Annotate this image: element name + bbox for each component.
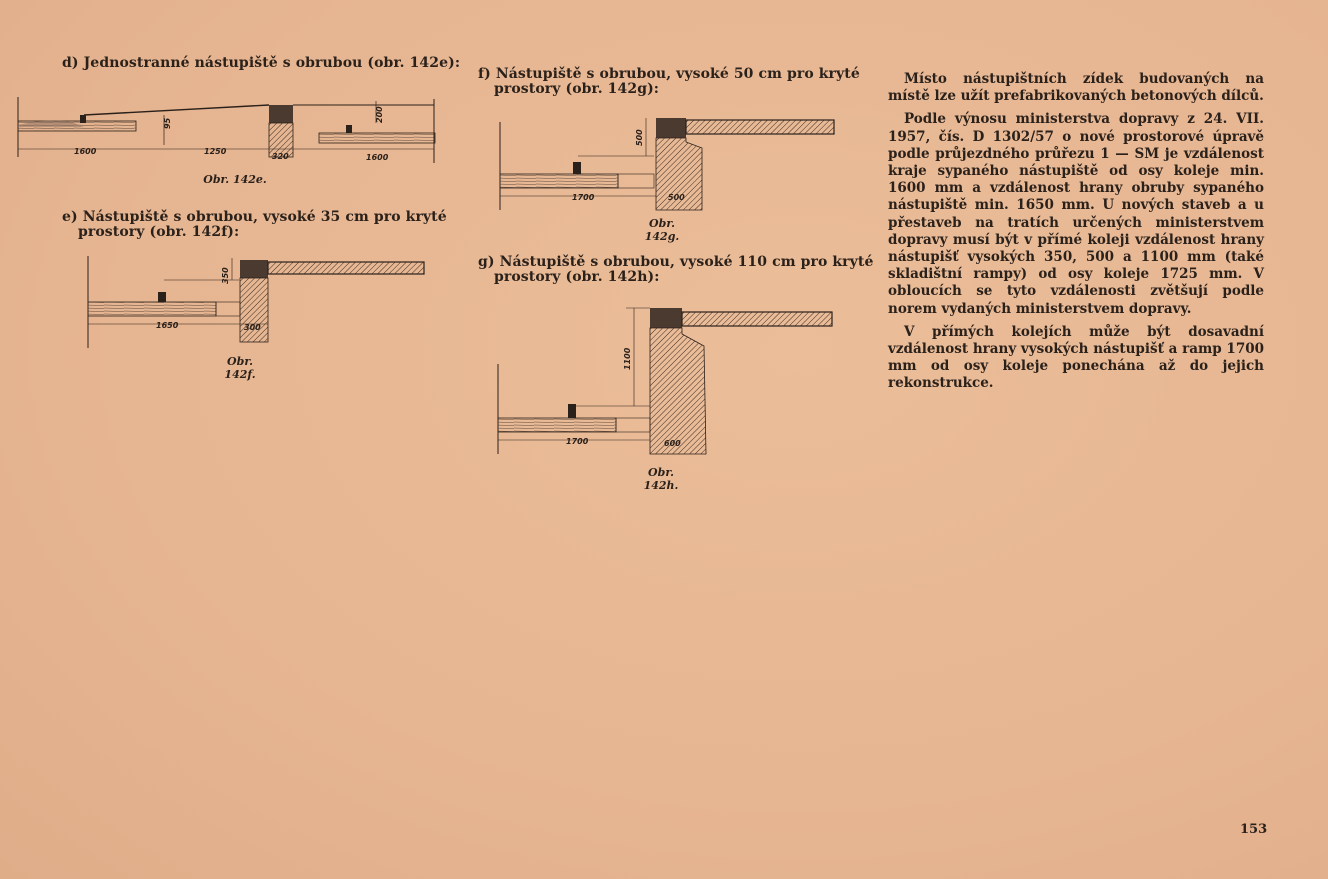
- heading-f: [478, 67, 860, 97]
- heading-f-line2: prostory (obr. 142g):: [494, 81, 660, 97]
- svg-text:300: 300: [244, 323, 261, 332]
- figure-142e: [14, 97, 444, 167]
- heading-e-line1: e) Nástupiště s obrubou, vysoké 35 cm pro kryté: [62, 209, 447, 225]
- heading-e-line2: prostory (obr. 142f):: [78, 224, 240, 240]
- heading-f-line1: f) Nástupiště s obrubou, vysoké 50 cm pro kryté: [478, 66, 860, 82]
- svg-text:1250: 1250: [204, 147, 227, 156]
- heading-e: [62, 210, 447, 240]
- svg-text:320: 320: [272, 152, 289, 161]
- svg-text:1600: 1600: [366, 153, 389, 162]
- caption-142e: Obr. 142e.: [203, 173, 267, 186]
- svg-text:1700: 1700: [566, 437, 589, 446]
- body-text-column: [888, 71, 1264, 399]
- svg-text:600: 600: [664, 439, 681, 448]
- svg-text:1600: 1600: [74, 147, 97, 156]
- figure-142h: [494, 304, 839, 459]
- heading-d: d) Jednostranné nástupiště s obrubou (obr. 142e):: [62, 55, 461, 71]
- svg-text:95: 95: [163, 117, 172, 129]
- svg-text:200: 200: [375, 106, 384, 123]
- heading-g: [478, 255, 873, 285]
- svg-text:500: 500: [668, 193, 685, 202]
- paragraph-2: Podle výnosu ministerstva dopravy z 24. VII. 1957, čís. D 1302/57 o nové prostorové úpravě podle průjezdného průřezu 1 — SM je vzdálenost kraje sypaného nástupiště od osy koleje min. 1600 mm a vzdálenost hrany obruby sypaného nástupiště min. 1650 mm. U nových staveb a u přestaveb na tratích určených ministerstvem dopravy musí být v přímé koleji vzdálenost hrany nástupišť vysokých 350, 500 a 1100 mm (také skladištní rampy) od osy koleje 1725 mm. V obloucích se tyto vzdálenosti zvětšují podle norem vydaných ministerstvem dopravy.: [888, 111, 1264, 317]
- svg-text:1650: 1650: [156, 321, 179, 330]
- caption-142g: Obr. 142g.: [644, 217, 680, 243]
- svg-text:1700: 1700: [572, 193, 595, 202]
- svg-text:1100: 1100: [623, 347, 632, 370]
- svg-text:500: 500: [635, 129, 644, 146]
- paragraph-3: V přímých kolejích může být dosavadní vzdálenost hrany vysokých nástupišť a ramp 1700 mm od osy koleje ponechána až do jejich rekonstrukce.: [888, 323, 1264, 392]
- svg-text:350: 350: [221, 267, 230, 284]
- figure-142g: [496, 114, 841, 214]
- caption-142h: Obr. 142h.: [643, 466, 679, 492]
- paragraph-1: Místo nástupištních zídek budovaných na místě lze užít prefabrikovaných betonových dílců.: [888, 71, 1264, 105]
- page-number: 153: [1240, 822, 1268, 837]
- heading-g-line1: g) Nástupiště s obrubou, vysoké 110 cm pro kryté: [478, 254, 874, 270]
- heading-g-line2: prostory (obr. 142h):: [494, 269, 660, 285]
- figure-142f: [84, 256, 429, 351]
- caption-142f: Obr. 142f.: [224, 355, 256, 381]
